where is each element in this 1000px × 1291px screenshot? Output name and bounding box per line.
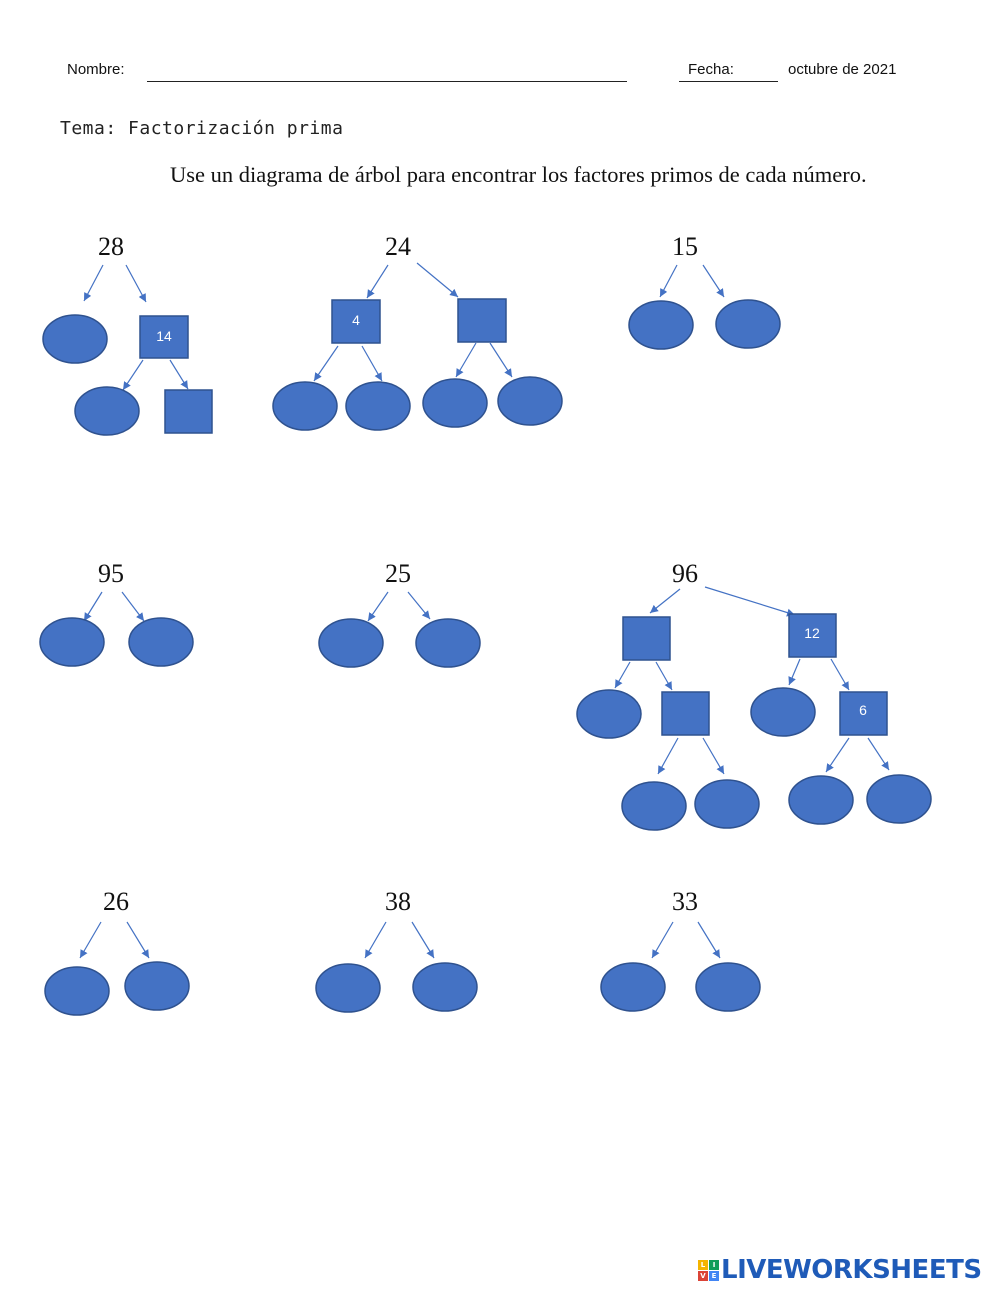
prime-factor-blank[interactable] [789,776,853,824]
branch-arrow [826,738,849,772]
box-value: 6 [859,702,867,718]
branch-arrow [84,592,102,621]
tree-96 [577,559,931,830]
date-label: Fecha: [688,61,734,78]
prime-factor-blank[interactable] [629,301,693,349]
prime-factor-blank[interactable] [696,963,760,1011]
branch-arrow [660,265,677,297]
prime-factor-blank[interactable] [751,688,815,736]
logo-text: LIVEWORKSHEETS [721,1255,982,1285]
composite-factor-box[interactable] [662,692,709,735]
branch-arrow [122,592,144,621]
date-value: octubre de 2021 [788,61,897,78]
prime-factor-blank[interactable] [416,619,480,667]
prime-factor-blank[interactable] [125,962,189,1010]
composite-factor-box[interactable] [458,299,506,342]
tree-28 [43,232,212,435]
box-value: 12 [804,625,820,641]
logo-mark-icon [698,1260,719,1281]
branch-arrow [126,265,146,302]
tree-38 [316,887,477,1012]
branch-arrow [789,659,800,685]
prime-factor-blank[interactable] [45,967,109,1015]
prime-factor-blank[interactable] [577,690,641,738]
box-value: 4 [352,312,360,328]
prime-factor-blank[interactable] [716,300,780,348]
branch-arrow [367,265,388,298]
tree-number: 96 [672,559,698,588]
tree-number: 33 [672,887,698,916]
tree-number: 25 [385,559,411,588]
tree-24 [273,232,562,430]
prime-factor-blank[interactable] [129,618,193,666]
tree-number: 24 [385,232,411,261]
logo-block: E [709,1271,719,1281]
branch-arrow [80,922,101,958]
name-label: Nombre: [67,61,125,78]
prime-factor-blank[interactable] [695,780,759,828]
branch-arrow [868,738,889,770]
branch-arrow [368,592,388,621]
logo-block: L [698,1260,708,1270]
instruction-text: Use un diagrama de árbol para encontrar los factores primos de cada número. [170,162,867,187]
prime-factor-blank[interactable] [43,315,107,363]
branch-arrow [703,738,724,774]
prime-factor-blank[interactable] [622,782,686,830]
prime-factor-blank[interactable] [75,387,139,435]
branch-arrow [365,922,386,958]
tree-number: 95 [98,559,124,588]
branch-arrow [705,587,795,615]
branch-arrow [84,265,103,301]
branch-arrow [831,659,849,690]
prime-factor-blank[interactable] [273,382,337,430]
branch-arrow [412,922,434,958]
branch-arrow [652,922,673,958]
composite-factor-box[interactable] [623,617,670,660]
logo-block: I [709,1260,719,1270]
prime-factor-blank[interactable] [346,382,410,430]
branch-arrow [456,343,476,377]
prime-factor-blank[interactable] [601,963,665,1011]
prime-factor-blank[interactable] [867,775,931,823]
branch-arrow [656,662,672,690]
prime-factor-blank[interactable] [40,618,104,666]
branch-arrow [658,738,678,774]
branch-arrow [127,922,149,958]
branch-arrow [703,265,724,297]
tree-number: 38 [385,887,411,916]
liveworksheets-logo [698,1254,982,1286]
branch-arrow [490,343,512,377]
tree-95 [40,559,193,666]
branch-arrow [698,922,720,958]
prime-factor-blank[interactable] [498,377,562,425]
branch-arrow [408,592,430,619]
tree-26 [45,887,189,1015]
tree-25 [319,559,480,667]
tree-15 [629,232,780,349]
logo-block: V [698,1271,708,1281]
prime-factor-blank[interactable] [319,619,383,667]
branch-arrow [314,346,338,381]
prime-factor-blank[interactable] [413,963,477,1011]
box-value: 14 [156,328,172,344]
branch-arrow [615,662,630,688]
topic-heading: Tema: Factorización prima [60,118,344,139]
branch-arrow [417,263,458,297]
prime-factor-blank[interactable] [423,379,487,427]
branch-arrow [123,360,143,390]
branch-arrow [170,360,188,389]
branch-arrow [362,346,382,381]
tree-33 [601,887,760,1011]
prime-factor-blank[interactable] [316,964,380,1012]
branch-arrow [650,589,680,613]
tree-number: 26 [103,887,129,916]
composite-factor-box[interactable] [165,390,212,433]
tree-number: 15 [672,232,698,261]
tree-number: 28 [98,232,124,261]
